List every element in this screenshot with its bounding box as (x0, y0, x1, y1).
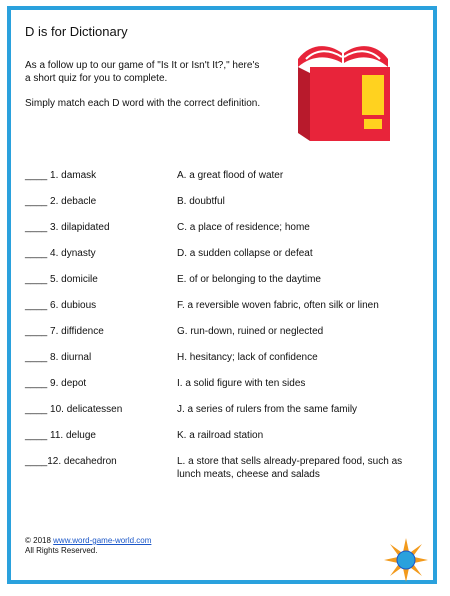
quiz-definition: F. a reversible woven fabric, often silk or linen (177, 300, 379, 311)
quiz-word: ____ 10. delicatessen (25, 404, 123, 415)
quiz-word: ____ 3. dilapidated (25, 222, 110, 233)
footer (25, 536, 151, 556)
quiz-row (25, 429, 420, 455)
quiz-word: ____ 8. diurnal (25, 352, 92, 363)
quiz-row (25, 299, 420, 325)
quiz-definition: H. hesitancy; lack of confidence (177, 352, 318, 363)
quiz-word: ____12. decahedron (25, 456, 117, 467)
quiz-row (25, 221, 420, 247)
instructions-text: Simply match each D word with the correct definition. (25, 98, 261, 109)
quiz-word: ____ 5. domicile (25, 274, 98, 285)
quiz-definition: J. a series of rulers from the same family (177, 404, 358, 415)
website-link[interactable]: www.word-game-world.com (53, 536, 152, 545)
quiz-definition: G. run-down, ruined or neglected (177, 326, 324, 337)
quiz-definition: I. a solid figure with ten sides (177, 378, 306, 389)
quiz-definition: D. a sudden collapse or defeat (177, 248, 313, 259)
quiz-row (25, 273, 420, 299)
quiz-definition: B. doubtful (177, 196, 225, 207)
quiz-word: ____ 7. diffidence (25, 326, 104, 337)
quiz-word: ____ 6. dubious (25, 300, 97, 311)
quiz-row (25, 403, 420, 429)
intro-text: As a follow up to our game of "Is It or Isn't It?," here's a short quiz for you to complete. (25, 60, 260, 84)
copyright-text: © 2018 (25, 536, 51, 545)
rights-text: All Rights Reserved. (25, 546, 98, 555)
page-title: D is for Dictionary (25, 24, 128, 39)
quiz-definition: K. a railroad station (177, 430, 264, 441)
quiz-row (25, 351, 420, 377)
quiz-word: ____ 2. debacle (25, 196, 97, 207)
quiz-word: ____ 9. depot (25, 378, 87, 389)
quiz-word: ____ 1. damask (25, 170, 97, 181)
quiz-word: ____ 11. deluge (25, 430, 96, 441)
quiz-row (25, 195, 420, 221)
quiz-definition: E. of or belonging to the daytime (177, 274, 321, 285)
quiz-row (25, 247, 420, 273)
quiz-definition: C. a place of residence; home (177, 222, 310, 233)
quiz-list (25, 169, 420, 481)
quiz-row (25, 377, 420, 403)
quiz-row (25, 325, 420, 351)
open-book-icon (288, 37, 400, 148)
quiz-definition: L. a store that sells already-prepared food, such as lunch meats, cheese and salads (177, 456, 403, 480)
quiz-row (25, 169, 420, 195)
compass-logo-icon (383, 537, 429, 588)
quiz-row (25, 455, 420, 481)
quiz-definition: A. a great flood of water (177, 170, 284, 181)
quiz-word: ____ 4. dynasty (25, 248, 96, 259)
